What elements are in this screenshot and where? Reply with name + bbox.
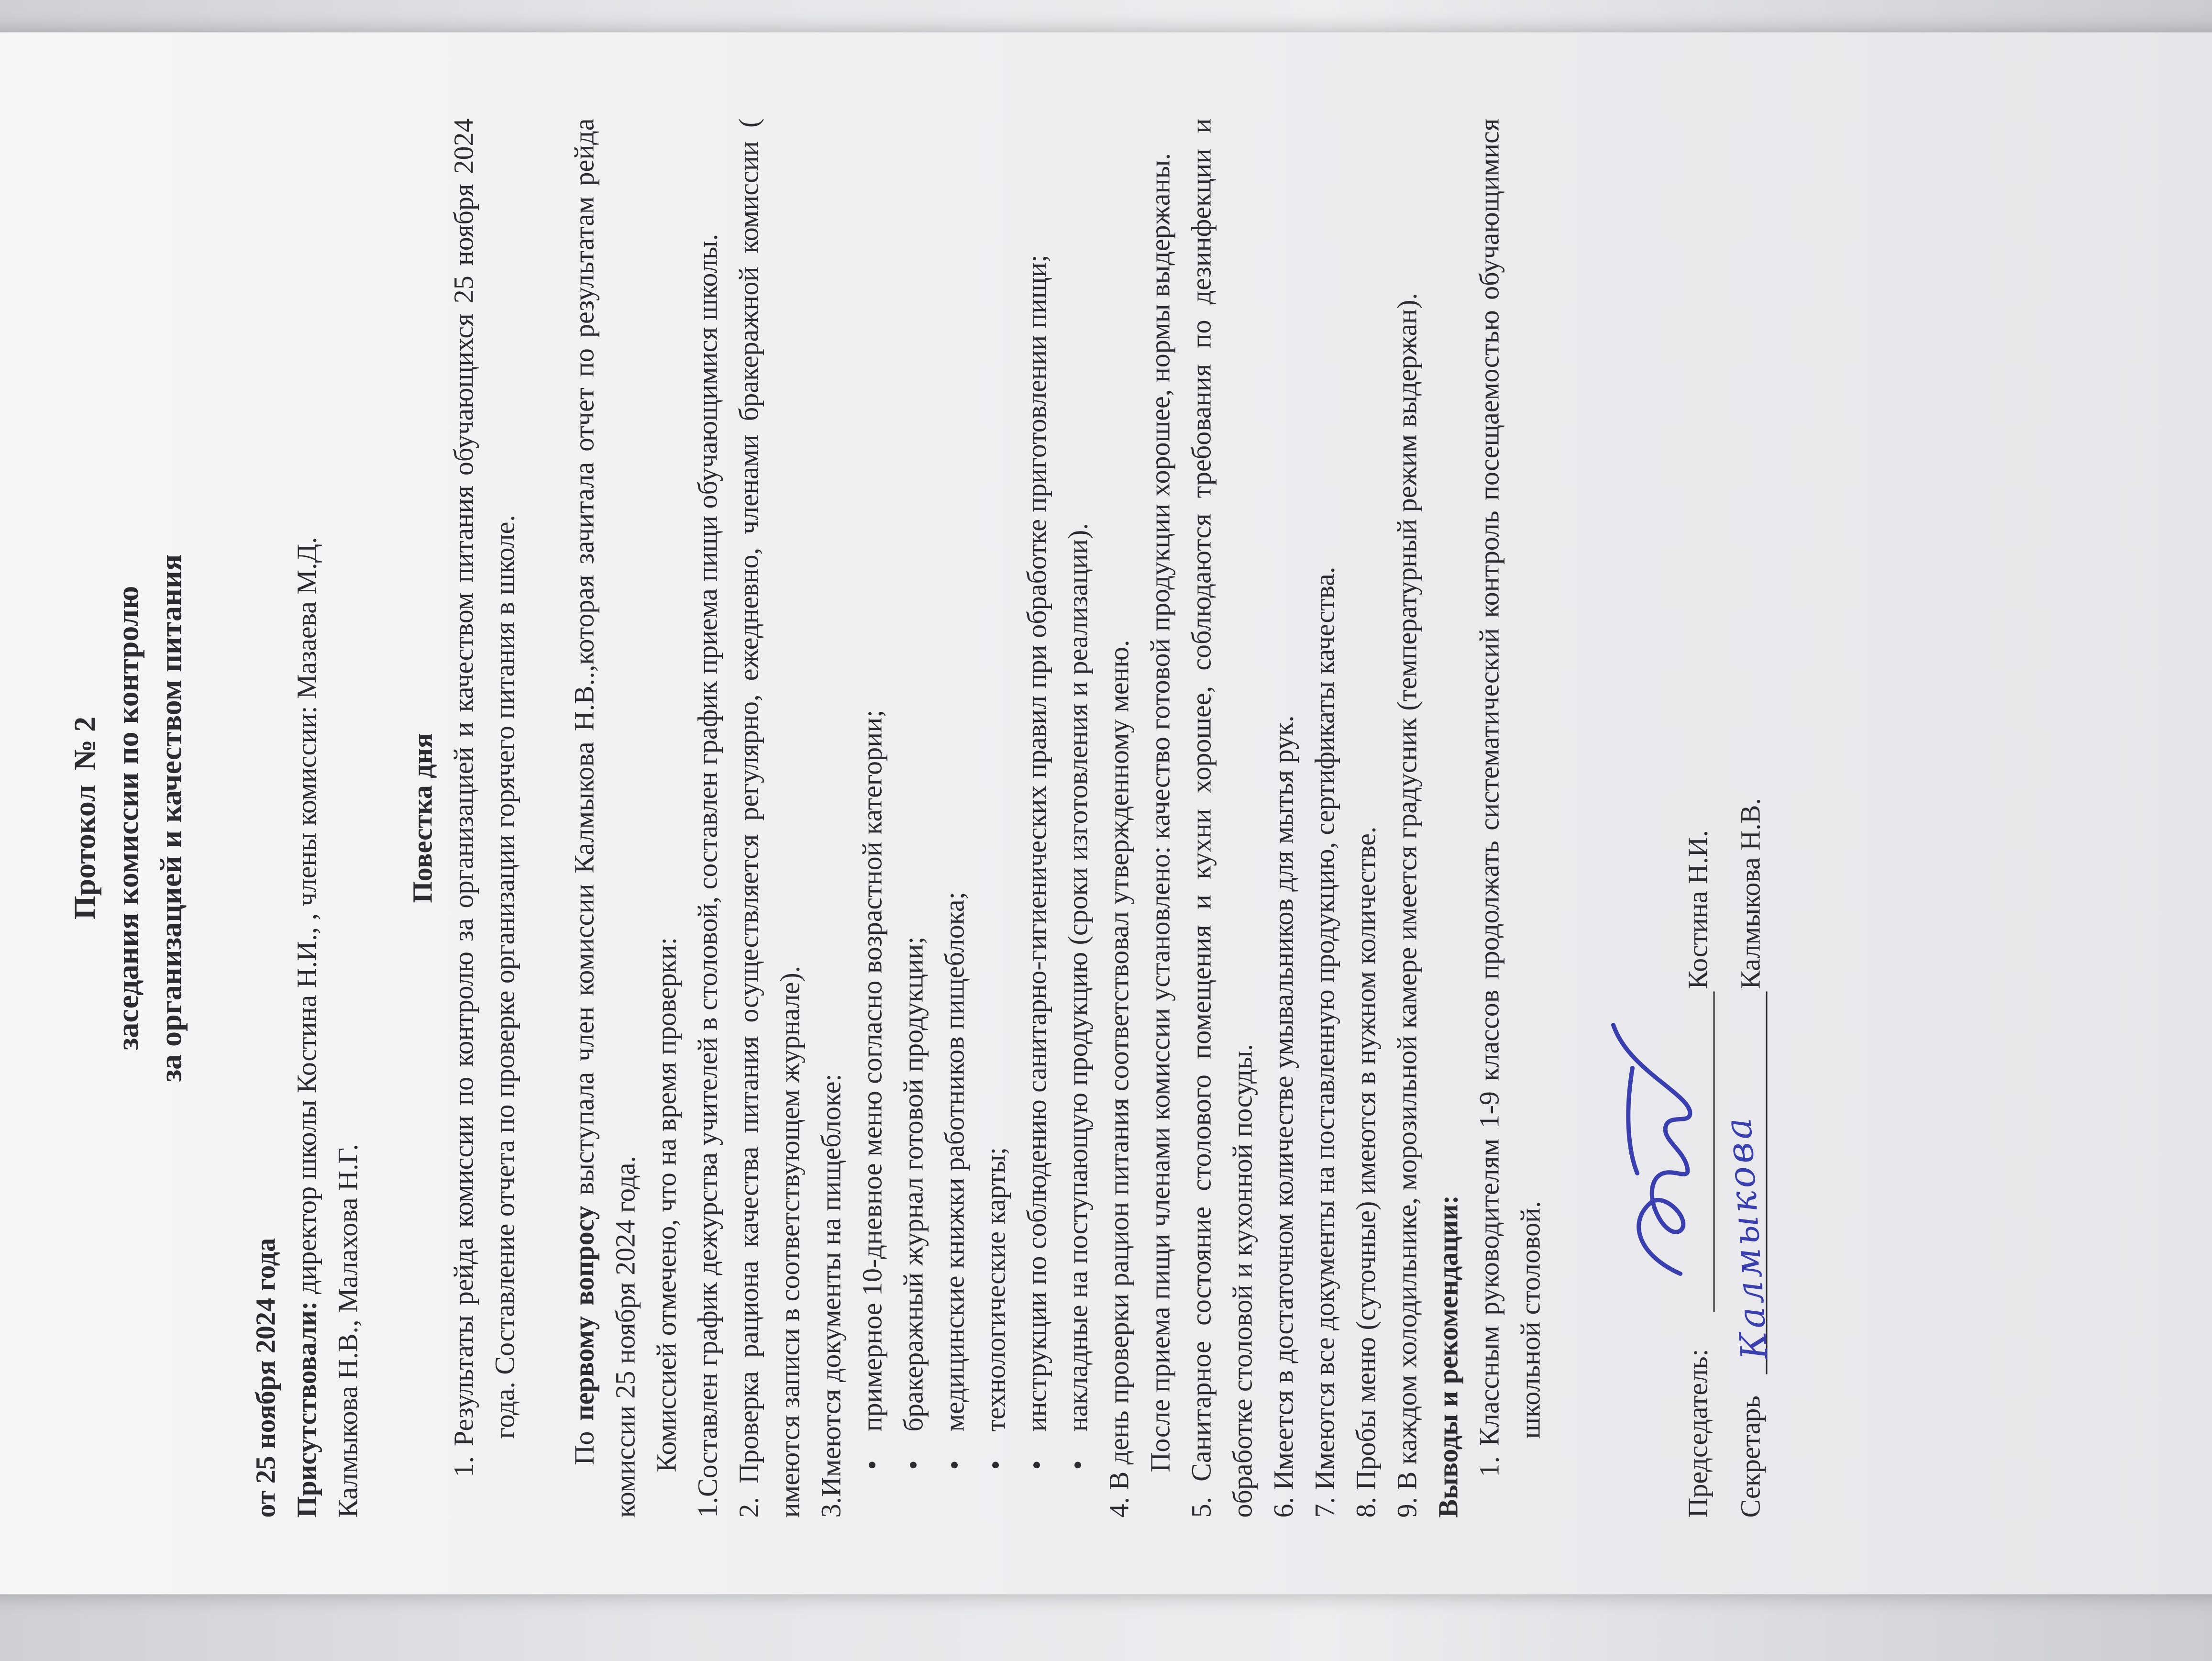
lead-text-start: По — [568, 1420, 600, 1465]
agenda-item: 1. Результаты рейда комиссии по контролю за организацией и качеством питания обучающихся 25 ноября 2024 года. Составление отчета по проверке организации горячего питания в школе. — [448, 118, 520, 1477]
finding-4: 4. В день проверки рацион питания соответствовал утвержденному меню. — [1103, 640, 1135, 1518]
documents-list-item: • инструкции по соблюдению санитарно-гигиенических правил при обработке приготовлении пищи; — [1017, 119, 1058, 1518]
chair-signature-icon — [1609, 997, 1719, 1293]
finding-6: 6. Имеется в достаточном количестве умывальников для мытья рук. — [1268, 715, 1299, 1518]
document-page — [0, 33, 2212, 1595]
documents-list-item: • медицинские книжки работников пищеблока; — [934, 119, 975, 1518]
lead-text-end: выступала член комиссии Калмыкова Н.В..,которая зачитала отчет по результатам рейда комиссии 25 ноября 2024 года. — [568, 118, 641, 1518]
conclusion-item: 1. Классным руководителям 1-9 классов продолжать систематический контроль посещаемостью обучающимися школьной столовой. — [1473, 118, 1546, 1477]
first-question-bold: первому вопросу — [568, 1206, 600, 1421]
present-line-2: Калмыкова Н.В., Малахова Н.Г. — [332, 1144, 364, 1518]
document-title — [64, 119, 107, 1518]
finding-1: 1.Составлен график дежурства учителей в столовой, составлен график приема пищи обучающимися школы. — [692, 233, 723, 1518]
agenda-title: Повестка дня — [407, 733, 438, 903]
conclusions-title: Выводы и рекомендации: — [1432, 1195, 1464, 1518]
present-text-1: директор школы Костина Н.И., , члены комиссии: Мазаева М.Д. — [291, 537, 322, 1301]
chair-name: Костина Н.И. — [1682, 830, 1714, 989]
finding-8: 8. Пробы меню (суточные) имеются в нужном количестве. — [1350, 826, 1382, 1518]
documents-list-item: • технологические карты; — [975, 119, 1017, 1518]
documents-list — [852, 119, 1099, 1518]
protocol-number: № 2 — [67, 716, 102, 771]
document-subtitle-2: за организацией и качеством питания — [154, 554, 188, 1082]
secretary-label: Секретарь — [1735, 1395, 1766, 1518]
chair-label: Председатель: — [1682, 1349, 1714, 1518]
finding-5: 5. Санитарное состояние столового помещения и кухни хорошее, соблюдаются требования по дезинфекции и обработке столовой и кухонной посуды. — [1185, 118, 1258, 1518]
present-label: Присутствовали: — [291, 1301, 322, 1518]
conclusions-list — [1469, 119, 1551, 1518]
meeting-date: от 25 ноября 2024 года — [250, 1238, 281, 1518]
finding-3: 3.Имеются документы на пищеблоке: — [815, 1074, 847, 1518]
finding-9: 9. В каждом холодильнике, морозильной камере имеется градусник (температурный режим выдержан). — [1391, 293, 1423, 1518]
documents-list-item: • бракеражный журнал готовой продукции; — [893, 119, 934, 1518]
documents-list-item: • накладные на поступающую продукцию (сроки изготовления и реализации). — [1058, 119, 1099, 1518]
finding-7: 7. Имеются все документы на поставленную продукцию, сертификаты качества. — [1309, 566, 1340, 1518]
secretary-handwritten-signature: Калмыкова — [1716, 1113, 1776, 1362]
protocol-word: Протокол — [67, 785, 102, 920]
secretary-signature-row — [1716, 119, 1776, 1518]
document-subtitle-1: заседания комиссии по контролю — [111, 586, 145, 1051]
chair-signature-row — [1671, 119, 1724, 1518]
present-line — [287, 119, 328, 1518]
finding-2: 2. Проверка рациона качества питания осуществляется регулярно, ежедневно, членами бракеражной комиссии ( имеются записи в соответствующем журнале). — [733, 118, 806, 1518]
secretary-name: Калмыкова Н.В. — [1735, 798, 1766, 989]
finding-4-detail: После приема пищи членами комиссии установлено: качество готовой продукции хорошее, нормы выдержаны. — [1144, 153, 1176, 1473]
commission-noted: Комиссией отмечено, что на время проверки: — [651, 937, 682, 1473]
first-question-lead — [564, 119, 646, 1518]
agenda-list — [443, 119, 526, 1518]
documents-list-item: • примерное 10-дневное меню согласно возрастной категории; — [852, 119, 893, 1518]
